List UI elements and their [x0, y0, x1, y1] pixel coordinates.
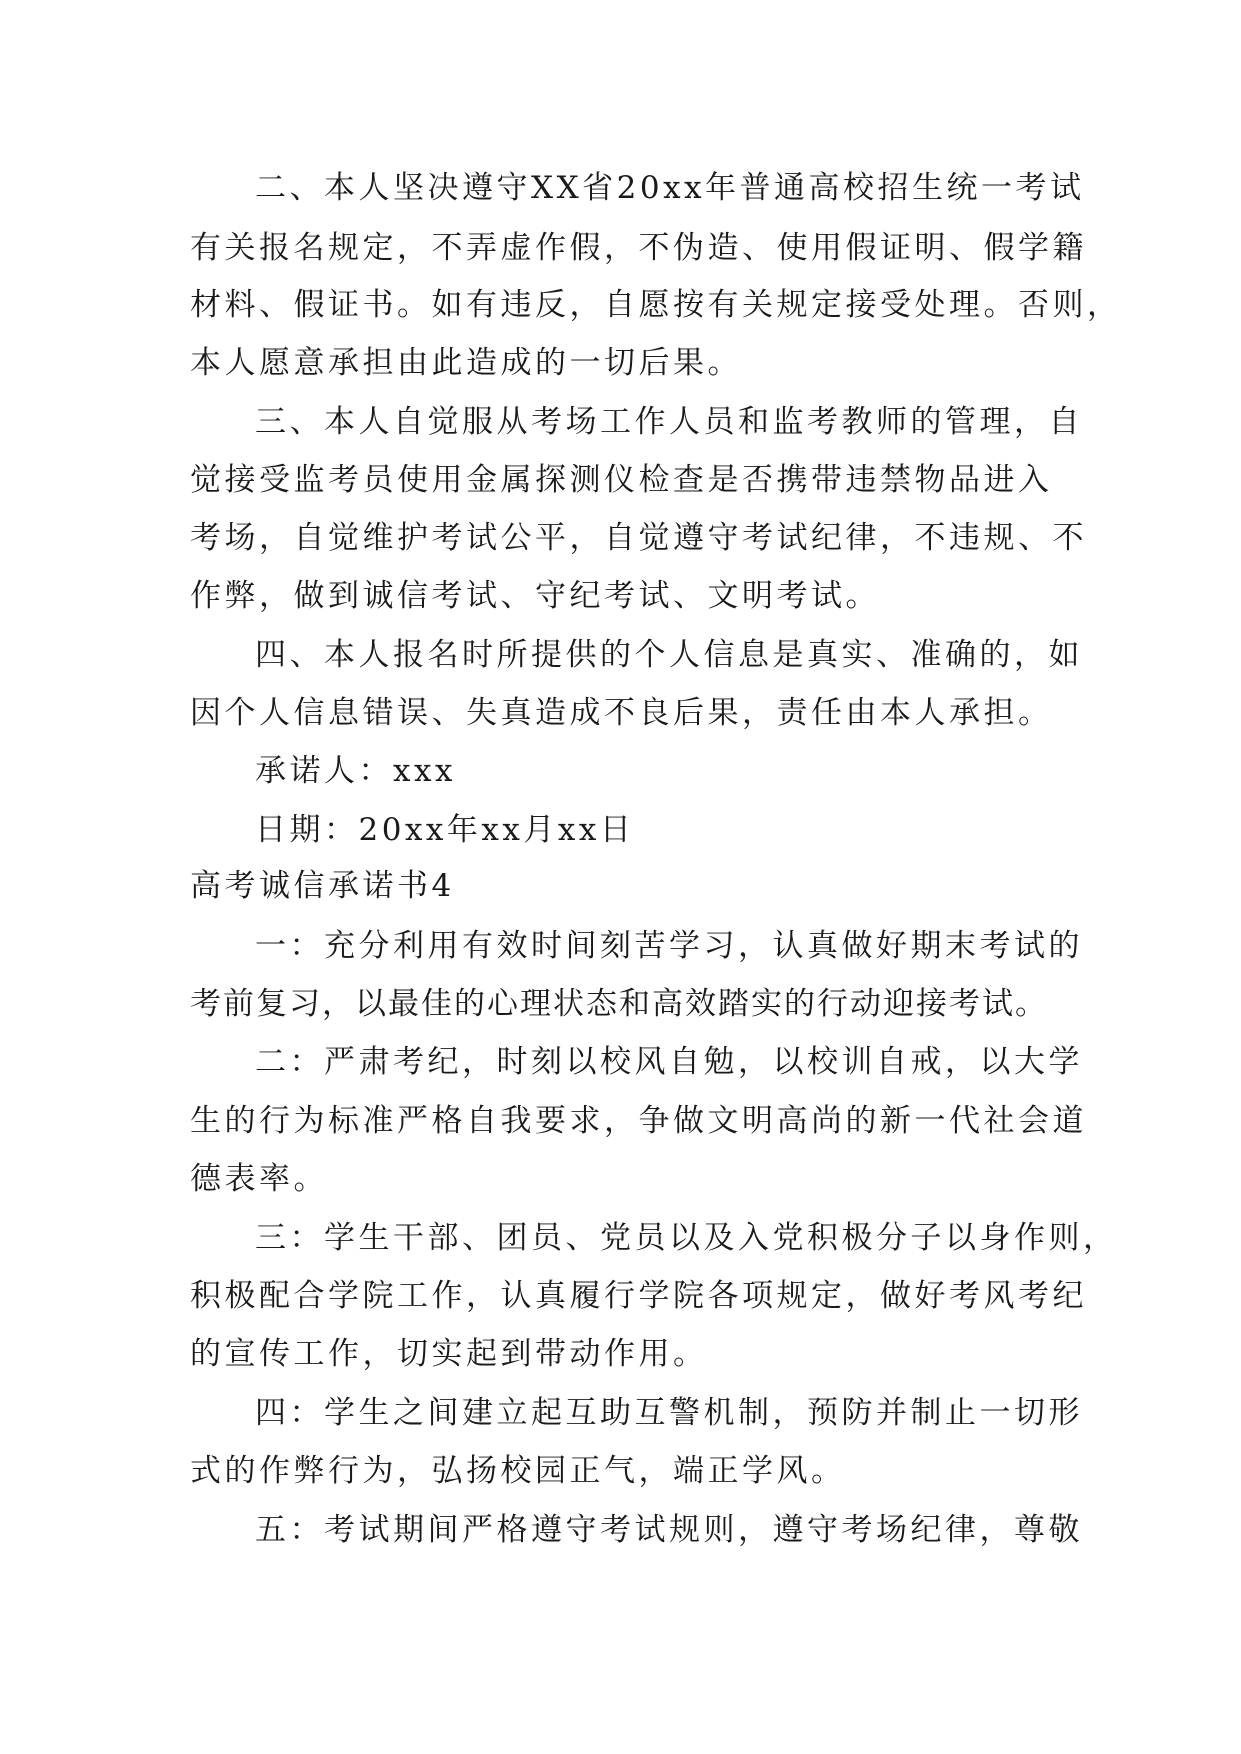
- item-2-line-1: 二：严肃考纪，时刻以校风自勉，以校训自戒，以大学: [255, 1044, 1083, 1080]
- item-4-line-1: 四：学生之间建立起互助互警机制，预防并制止一切形: [255, 1395, 1083, 1431]
- paragraph-2-line-3: 材料、假证书。如有违反，自愿按有关规定接受处理。否则，: [190, 287, 1122, 323]
- paragraph-2-line-2: 有关报名规定，不弄虚作假，不伪造、使用假证明、假学籍: [190, 230, 1087, 266]
- item-4-line-2: 式的作弊行为，弘扬校园正气，端正学风。: [190, 1453, 846, 1489]
- paragraph-2-line-4: 本人愿意承担由此造成的一切后果。: [190, 345, 742, 381]
- item-3-line-1: 三：学生干部、团员、党员以及入党积极分子以身作则，: [255, 1220, 1118, 1256]
- item-3-line-2: 积极配合学院工作，认真履行学院各项规定，做好考风考纪: [190, 1278, 1087, 1314]
- paragraph-2-line-1: 二、本人坚决遵守XX省20xx年普通高校招生统一考试: [255, 170, 1085, 206]
- paragraph-3-line-2: 觉接受监考员使用金属探测仪检查是否携带违禁物品进入: [190, 462, 1053, 498]
- paragraph-4-line-2: 因个人信息错误、失真造成不良后果，责任由本人承担。: [190, 695, 1053, 731]
- item-2-line-2: 生的行为标准严格自我要求，争做文明高尚的新一代社会道: [190, 1103, 1087, 1139]
- item-2-line-3: 德表率。: [190, 1161, 328, 1197]
- item-3-line-3: 的宣传工作，切实起到带动作用。: [190, 1336, 708, 1372]
- date-line: 日期：20xx年xx月xx日: [255, 812, 635, 848]
- paragraph-3-line-3: 考场，自觉维护考试公平，自觉遵守考试纪律，不违规、不: [190, 520, 1087, 556]
- item-5-line-1: 五：考试期间严格遵守考试规则，遵守考场纪律，尊敬: [255, 1512, 1083, 1548]
- paragraph-3-line-4: 作弊，做到诚信考试、守纪考试、文明考试。: [190, 578, 880, 614]
- section-title: 高考诚信承诺书4: [190, 868, 455, 904]
- paragraph-4-line-1: 四、本人报名时所提供的个人信息是真实、准确的，如: [255, 637, 1083, 673]
- item-1-line-2: 考前复习，以最佳的心理状态和高效踏实的行动迎接考试。: [190, 986, 1048, 1022]
- paragraph-3-line-1: 三、本人自觉服从考场工作人员和监考教师的管理，自: [255, 404, 1083, 440]
- signatory-line: 承诺人：xxx: [255, 753, 456, 789]
- item-1-line-1: 一：充分利用有效时间刻苦学习，认真做好期末考试的: [255, 928, 1083, 964]
